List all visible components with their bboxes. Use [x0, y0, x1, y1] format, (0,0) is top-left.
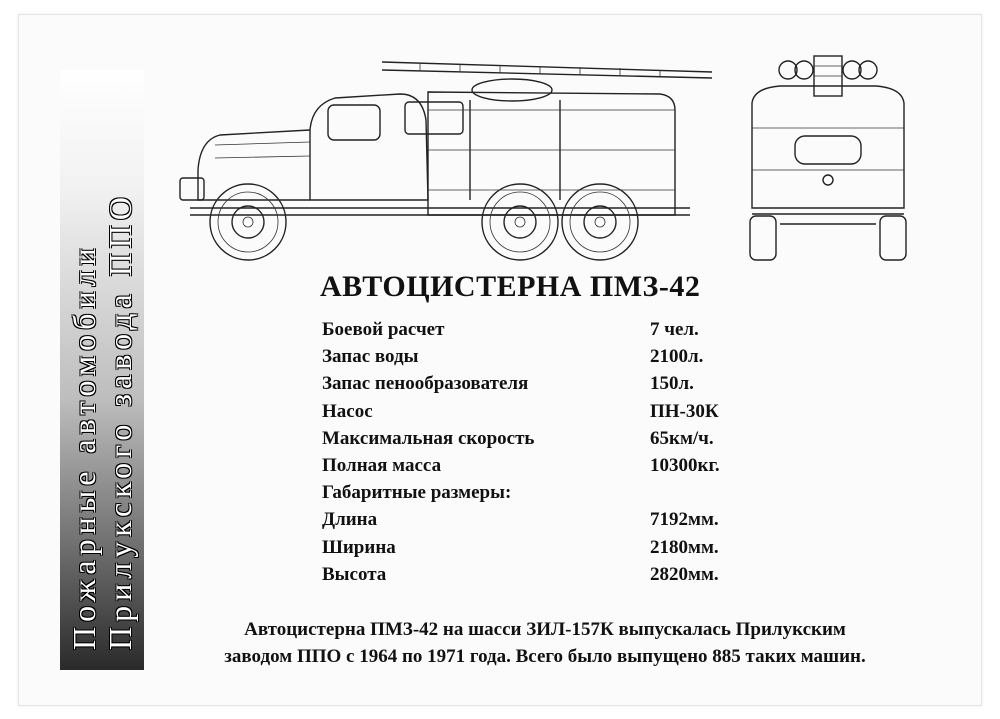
spec-row: [322, 370, 782, 397]
body-outline: [428, 92, 675, 215]
rear-body-outline: [752, 86, 904, 208]
spec-label: Длина: [322, 509, 378, 531]
spec-value: 7 чел.: [650, 319, 699, 340]
spec-label: Запас воды: [322, 346, 419, 368]
spec-label: Максимальная скорость: [322, 427, 535, 449]
spec-value: ПН-30К: [650, 400, 719, 422]
spec-row: [322, 425, 782, 452]
front-wheel: [210, 184, 286, 260]
spec-row: [322, 534, 782, 561]
spec-row: [322, 398, 782, 425]
side-gradient-banner: [60, 70, 144, 670]
spec-row: [322, 343, 782, 370]
spec-label: Полная масса: [322, 454, 442, 476]
cab-window: [328, 105, 380, 140]
spec-value: 150л.: [650, 373, 694, 395]
spec-label: Габаритные размеры:: [322, 482, 512, 504]
description-line-2: заводом ППО с 1964 по 1971 года. Всего было выпущено 885 таких машин.: [224, 646, 866, 667]
side-text-line-1: Пожарные автомобили: [66, 243, 102, 650]
rear-right-wheel: [880, 216, 906, 260]
spec-value: 2820мм.: [650, 563, 719, 585]
page-title: АВТОЦИСТЕРНА ПМЗ-42: [320, 270, 701, 303]
spec-row: [322, 561, 782, 588]
spec-label: Насос: [322, 400, 373, 422]
spec-row: [322, 506, 782, 533]
side-banner-text: [60, 70, 144, 670]
truck-side-view-drawing: [160, 50, 730, 265]
spec-row: [322, 316, 782, 343]
roof-spare-wheel: [472, 79, 552, 101]
spec-value: [650, 479, 782, 506]
spec-value: 7192мм.: [650, 509, 719, 531]
spec-label: Боевой расчет: [322, 319, 445, 340]
hood-outline: [198, 130, 310, 200]
specs-table: [322, 316, 782, 588]
description-text: [150, 616, 940, 670]
front-bumper: [180, 178, 204, 200]
spec-value: 2180мм.: [650, 536, 719, 558]
roof-equipment: [779, 56, 877, 96]
description-line-1: Автоцистерна ПМЗ-42 на шасси ЗИЛ-157К выпускалась Прилукским: [244, 619, 846, 640]
spec-label: Ширина: [322, 536, 396, 558]
rear-wheel: [562, 184, 638, 260]
spec-label: Высота: [322, 563, 387, 585]
rear-left-wheel: [750, 216, 776, 260]
spec-row: [322, 452, 782, 479]
spec-value: 10300кг.: [650, 454, 720, 476]
rear-hatch: [795, 136, 861, 164]
spec-value: 2100л.: [650, 346, 704, 368]
side-text-line-2: Прилукского завода ППО: [102, 191, 138, 650]
spec-label: Запас пенообразователя: [322, 373, 529, 395]
truck-rear-view-drawing: [740, 48, 915, 263]
spec-row: [322, 479, 782, 506]
spec-value: 65км/ч.: [650, 427, 714, 449]
middle-wheel: [482, 184, 558, 260]
body-window: [405, 102, 463, 134]
roof-ladder: [382, 62, 712, 78]
